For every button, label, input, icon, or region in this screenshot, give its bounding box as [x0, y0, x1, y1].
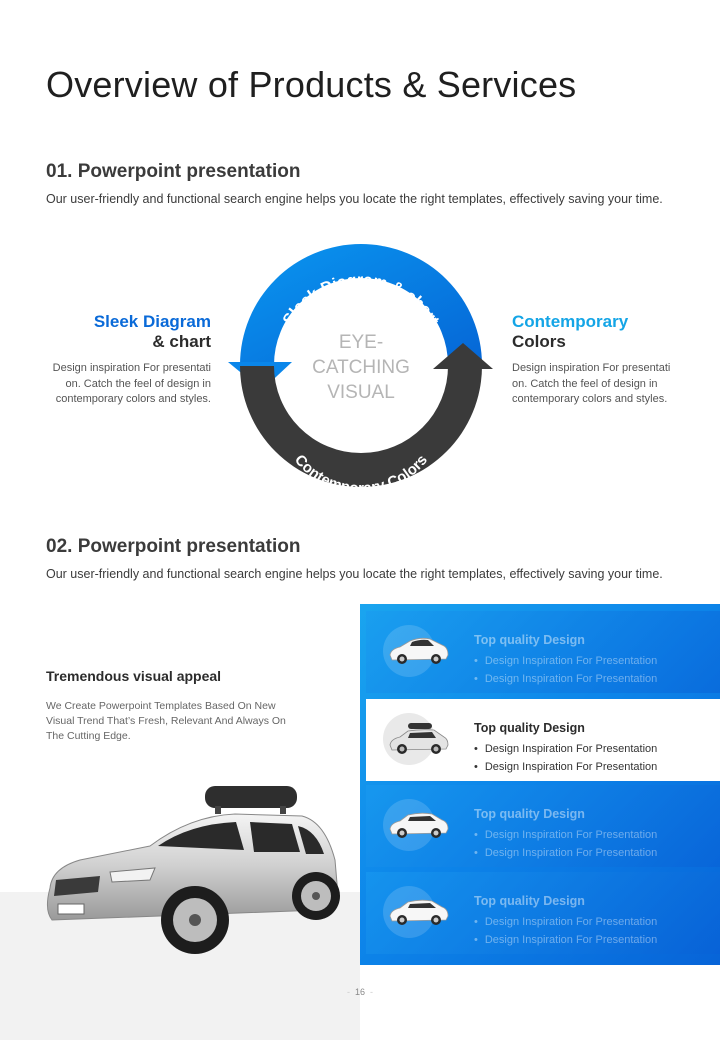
- diagram-right-title-1: Contemporary: [512, 312, 629, 331]
- card-title: Top quality Design: [474, 721, 585, 735]
- diagram-right-body: Design inspiration For presentati on. Catch the feel of design in contemporary colors and styles.: [512, 362, 671, 405]
- card-bullets: [474, 826, 657, 862]
- section-2-heading: 02. Powerpoint presentation: [46, 536, 301, 557]
- feature-card-4: [366, 872, 720, 954]
- card-bullet: • Design Inspiration For Presentation: [474, 652, 657, 670]
- card-title: Top quality Design: [474, 807, 585, 821]
- center-text-1: EYE-: [338, 332, 384, 353]
- card-bullet: • Design Inspiration For Presentation: [474, 913, 657, 931]
- card-bullet: • Design Inspiration For Presentation: [474, 826, 657, 844]
- page-title: Overview of Products & Services: [46, 64, 577, 105]
- visual-appeal-description: We Create Powerpoint Templates Based On New Visual Trend That’s Fresh, Relevant And Always On The Cutting Edge.: [46, 700, 286, 742]
- feature-card-2: [366, 699, 720, 781]
- card-bullet: • Design Inspiration For Presentation: [474, 740, 657, 758]
- car-image: [40, 780, 345, 960]
- card-bullet: • Design Inspiration For Presentation: [474, 758, 657, 776]
- diagram-left-body: Design inspiration For presentati on. Catch the feel of design in contemporary colors and styles.: [52, 362, 211, 405]
- section-1-description: Our user-friendly and functional search engine helps you locate the right templates, effectively saving your time.: [46, 192, 663, 206]
- section-1-heading: 01. Powerpoint presentation: [46, 161, 301, 182]
- card-bullet: • Design Inspiration For Presentation: [474, 670, 657, 688]
- card-bullets: [474, 652, 657, 688]
- section-2-description: Our user-friendly and functional search engine helps you locate the right templates, effectively saving your time.: [46, 567, 663, 581]
- center-text-2: CATCHING: [312, 357, 410, 378]
- card-title: Top quality Design: [474, 894, 585, 908]
- card-title: Top quality Design: [474, 633, 585, 647]
- center-text-3: VISUAL: [327, 382, 395, 403]
- card-bullets: [474, 740, 657, 776]
- diagram-left-title-1: Sleek Diagram: [93, 312, 211, 331]
- card-bullet: • Design Inspiration For Presentation: [474, 844, 657, 862]
- cycle-diagram: [220, 240, 500, 500]
- diagram-left-title-2: & chart: [152, 332, 211, 351]
- dark-arrowhead: [433, 343, 493, 369]
- diagram-left-block: [36, 312, 211, 408]
- car-icon: [386, 894, 450, 928]
- page-number: - 16 -: [346, 987, 373, 997]
- top-arc-text: Sleek Diagram & chart: [279, 271, 443, 329]
- car-icon: [386, 633, 450, 667]
- feature-card-1: [366, 611, 720, 693]
- diagram-right-title-2: Colors: [512, 332, 566, 351]
- visual-appeal-title: Tremendous visual appeal: [46, 668, 222, 684]
- diagram-right-block: [512, 312, 687, 408]
- bottom-arc-text: Contemporary Colors: [291, 451, 431, 498]
- feature-card-3: [366, 785, 720, 867]
- card-bullet: • Design Inspiration For Presentation: [474, 931, 657, 949]
- page-number-value: 16: [354, 987, 365, 997]
- car-icon: [386, 807, 450, 841]
- suv-roofbox-icon: [386, 721, 450, 757]
- card-bullets: [474, 913, 657, 949]
